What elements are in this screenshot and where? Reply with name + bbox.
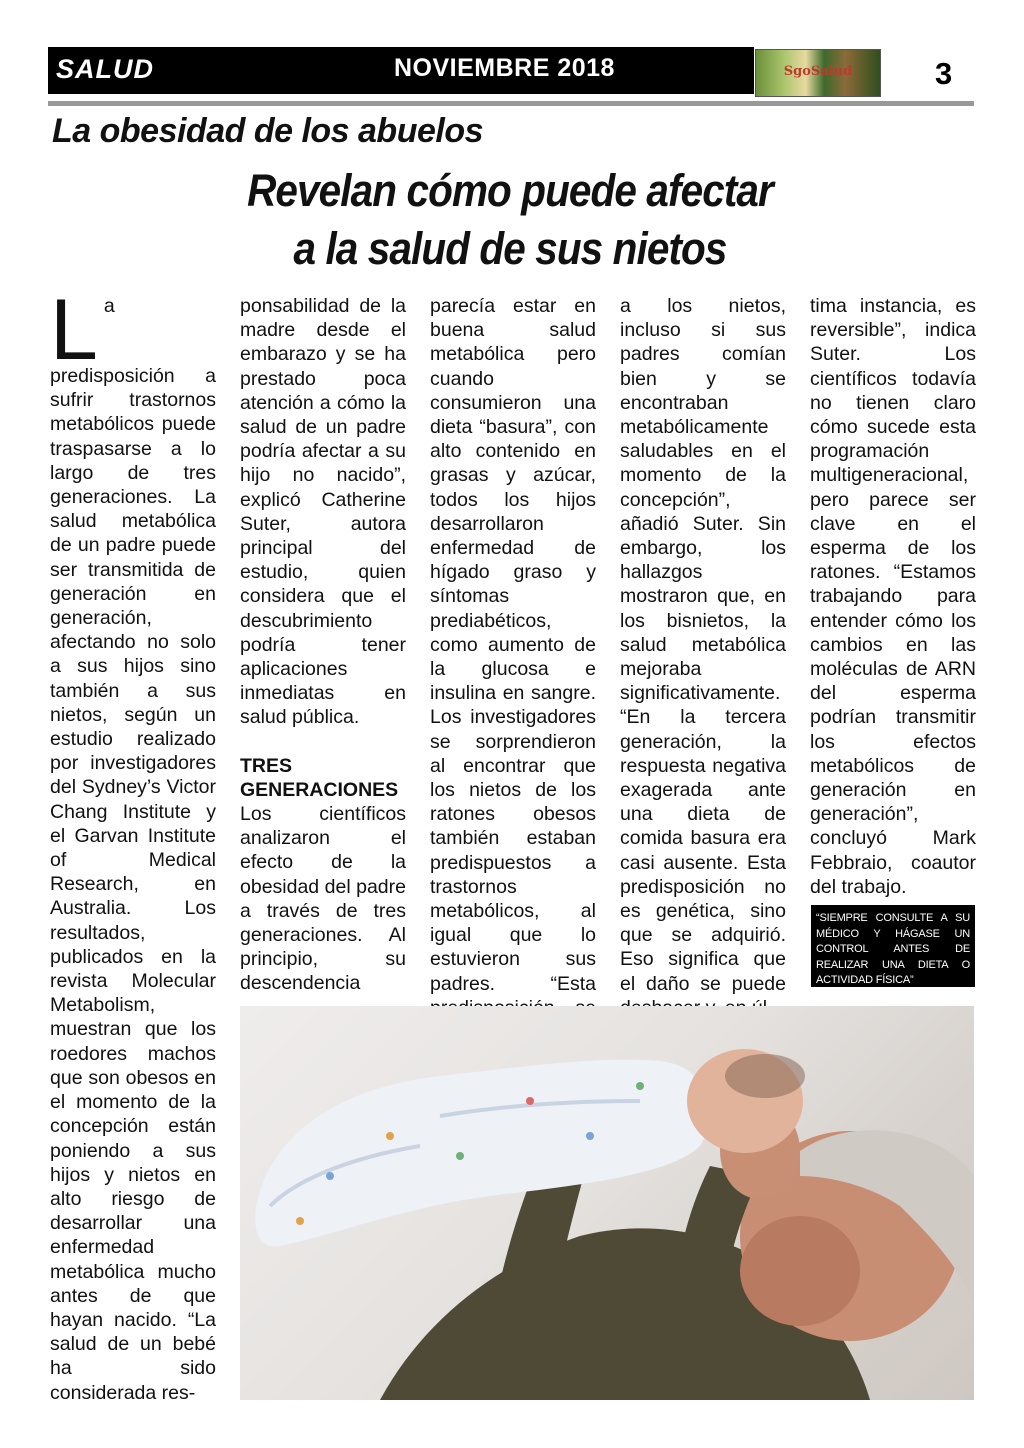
column-1-text: a predisposición a sufrir trastornos metabólicos puede traspasarse a lo largo de tres generaciones. La salud metabólica de un padre puede ser transmitida de generación en generación, afectando no solo a sus hijos sino también a sus nietos, según un estudio realizado por investigadores del Sydney’s Victor Chang Institute y el Garvan Institute of Medical Research, en Australia. Los resultados, publicados en la revista Molecular Metabolism, muestran que los roedores machos que son obesos en el momento de la concepción están poniendo a sus hijos y nietos en alto riesgo de desarrollar una enfermedad metabólica mucho antes de que hayan nacido. “La salud de un bebé ha sido considerada res- [50, 295, 216, 1404]
article-column-2 [240, 294, 406, 996]
article-headline [195, 162, 825, 278]
photo-illustration [240, 1006, 974, 1400]
column-3-text: parecía estar en buena salud metabólica pero cuando consumieron una dieta “basura”, con alto contenido en grasas y azúcar, todos los hijos desarrollaron enfermedad de hígado graso y síntomas prediabéticos, como aumento de la glucosa e insulina en sangre. Los investigadores se sorprendieron al encontrar que los nietos de los ratones obesos también estaban predispuestos a trastornos metabólicos, al igual que lo estuvieron sus padres. “Esta [430, 295, 596, 995]
column-2-text-continued: Los científicos analizaron el efecto de la obesidad del padre a través de tres generaciones. Al principio, su descendencia [240, 803, 406, 995]
issue-date: NOVIEMBRE 2018 [394, 54, 615, 82]
headline-line-2: a la salud de sus nietos [293, 223, 727, 274]
column-4-text: a los nietos, incluso si sus padres comían bien y se encontraban metabólicamente saludables en el momento de la concepción”, añadió Suter. Sin embargo, los hallazgos mostraron que, en los bisnietos, la salud metabólica mejoraba significativamente. “En la tercera generación, la respuesta negativa exagerada ante una dieta de comida basura era casi ausente. Esta predisposición no es genética, sino que se adquirió. Eso significa que el daño se puede [620, 295, 786, 995]
health-disclaimer-callout: “SIEMPRE CONSULTE A SU MÉDICO Y HÁGASE UN CONTROL ANTES DE REALIZAR UNA DIETA O ACTIVIDAD FÍSICA” [811, 905, 975, 987]
column-2-text: ponsabilidad de la madre desde el embarazo y se ha prestado poca atención a cómo la salud de un padre podría afectar a su hijo no nacido”, explicó Catherine Suter, autora principal del estudio, quien considera que el descubrimiento podría tener aplicaciones inmediatas en salud pública. [240, 295, 406, 729]
logo-text: SgoSalud [783, 64, 853, 79]
section-label: SALUD [56, 54, 154, 84]
article-column-1 [50, 282, 216, 1404]
column-5-text: tima instancia, es reversible”, indica Suter. Los científicos todavía no tienen claro cómo sucede esta programación multigeneracional, pero parece ser clave en el esperma de los ratones. “Estamos trabajando para entender cómo los cambios en las moléculas de ARN del esperma podrían transmitir los efectos metabólicos de generación en generación”, concluyó Mark Febbraio, coautor del trabajo. [810, 295, 976, 898]
article-column-5 [810, 294, 976, 899]
article-column-4 [620, 294, 786, 1020]
drop-cap: L [50, 282, 98, 378]
publication-logo [755, 49, 881, 97]
subheading: TRES GENERACIONES [240, 754, 399, 801]
header-rule [48, 101, 974, 106]
article-column-3 [430, 294, 596, 1044]
headline-line-1: Revelan cómo puede afectar [247, 165, 773, 216]
article-kicker: La obesidad de los abuelos [52, 112, 483, 150]
page-number: 3 [935, 56, 953, 91]
article-photo [240, 1006, 974, 1400]
